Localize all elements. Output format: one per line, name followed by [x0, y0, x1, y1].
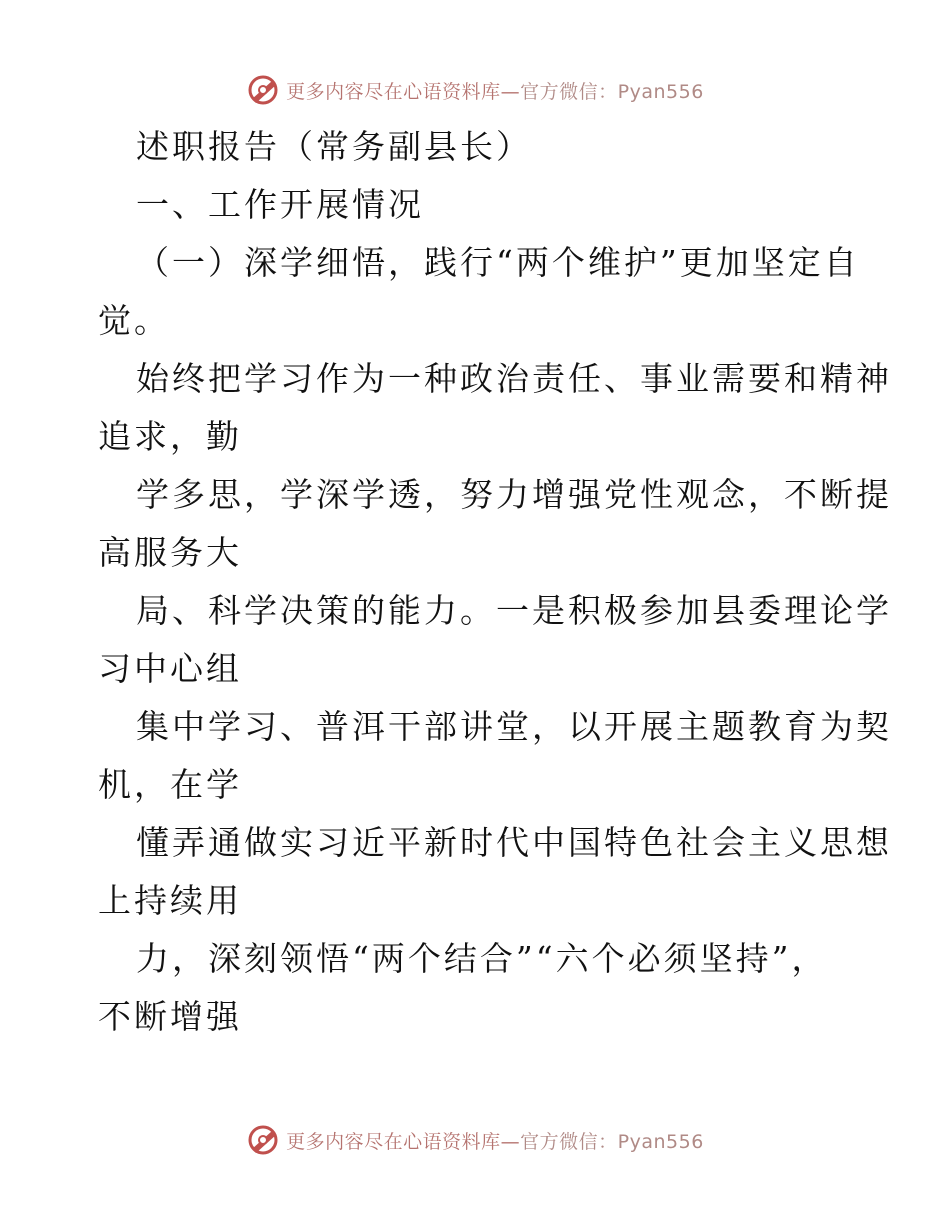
text-line: 不断增强 [98, 997, 242, 1036]
pen-circle-logo-icon [246, 1123, 280, 1157]
report-body [98, 118, 892, 1046]
text-line: 力，深刻领悟“两个结合”“六个必须坚持”， [136, 939, 828, 978]
text-line: （一）深学细悟，践行“两个维护”更加坚定自 [136, 243, 860, 282]
footer-banner-text [286, 1127, 704, 1154]
pen-circle-logo-icon [246, 73, 280, 107]
text-line: 懂弄通做实习近平新时代中国特色社会主义思想 [136, 823, 892, 862]
header-banner-title: 更多内容尽在心语资料库— [286, 80, 521, 103]
text-line: 机，在学 [98, 765, 242, 804]
text-line: 一、工作开展情况 [136, 185, 424, 224]
text-line: 习中心组 [98, 649, 242, 688]
text-line: 学多思，学深学透，努力增强党性观念，不断提 [136, 475, 892, 514]
text-line: 局、科学决策的能力。一是积极参加县委理论学 [136, 591, 892, 630]
footer-banner-title: 更多内容尽在心语资料库— [286, 1130, 521, 1153]
text-line: 集中学习、普洱干部讲堂，以开展主题教育为契 [136, 707, 892, 746]
header-banner-wechat: 官方微信：Pyan556 [520, 80, 704, 103]
footer-banner-wechat: 官方微信：Pyan556 [520, 1130, 704, 1153]
footer-banner [0, 1120, 950, 1160]
text-line: 觉。 [98, 301, 170, 340]
text-line: 始终把学习作为一种政治责任、事业需要和精神 [136, 359, 892, 398]
footer-banner-inner [246, 1123, 704, 1157]
header-banner-text [286, 77, 704, 104]
text-line: 追求，勤 [98, 417, 242, 456]
header-banner-inner [246, 73, 704, 107]
text-line: 述职报告（常务副县长） [136, 127, 532, 166]
header-banner [0, 70, 950, 110]
text-line: 上持续用 [98, 881, 242, 920]
text-line: 高服务大 [98, 533, 242, 572]
